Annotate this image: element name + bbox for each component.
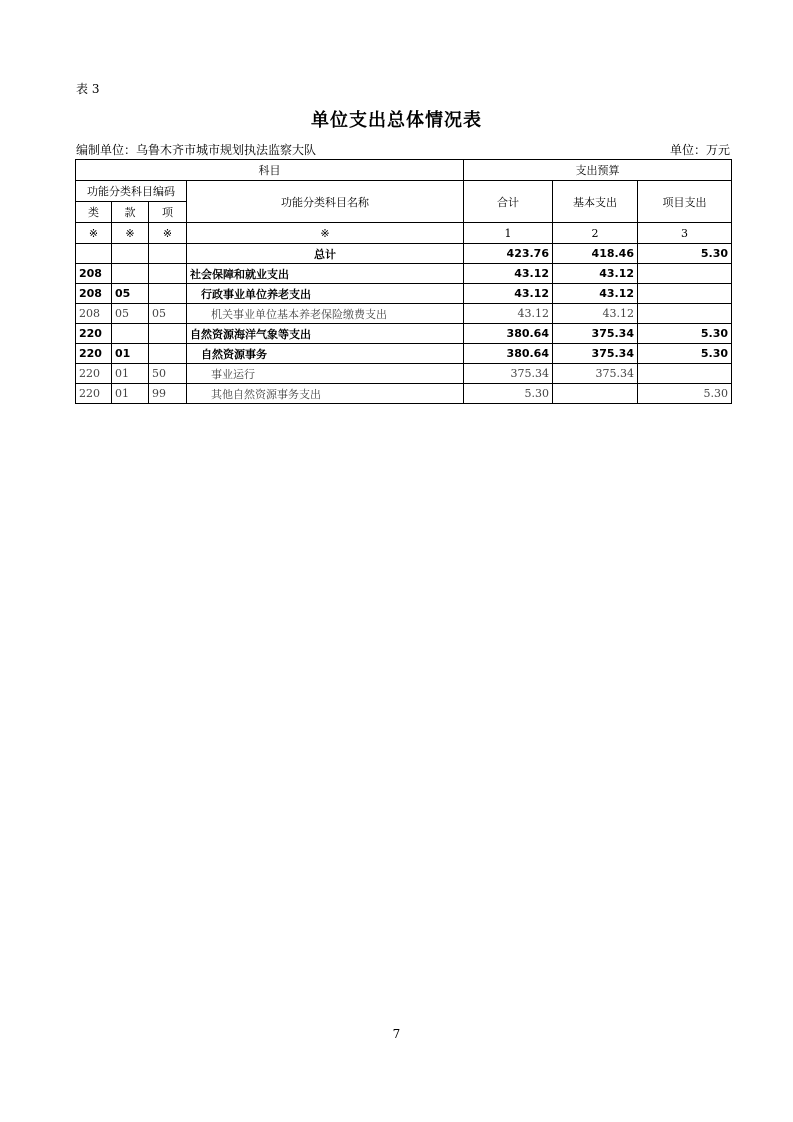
cell-xiang [149,244,187,264]
cell-project: 5.30 [638,324,732,344]
cell-project: 5.30 [638,244,732,264]
header-row-2 [76,181,732,202]
cell-total: 43.12 [464,304,553,324]
cell-lei: 208 [76,304,112,324]
header-total: 合计 [464,181,553,223]
cell-kuan: 05 [112,284,149,304]
expenditure-table [75,159,732,404]
col-index-1: 1 [464,223,553,244]
cell-total: 375.34 [464,364,553,384]
cell-kuan: 01 [112,344,149,364]
cell-name: 机关事业单位基本养老保险缴费支出 [187,304,464,324]
cell-xiang [149,344,187,364]
cell-total: 43.12 [464,264,553,284]
cell-kuan: 01 [112,364,149,384]
cell-lei: 220 [76,324,112,344]
cell-name: 总计 [187,244,464,264]
table-row [76,284,732,304]
cell-project [638,364,732,384]
cell-basic: 418.46 [553,244,638,264]
mark-cell: ※ [76,223,112,244]
mark-cell: ※ [187,223,464,244]
cell-kuan: 01 [112,384,149,404]
cell-kuan [112,264,149,284]
cell-name: 行政事业单位养老支出 [187,284,464,304]
cell-xiang: 50 [149,364,187,384]
cell-total: 43.12 [464,284,553,304]
header-subject: 科目 [76,160,464,181]
header-lei: 类 [76,202,112,223]
currency-unit: 单位：万元 [669,143,730,157]
cell-xiang [149,324,187,344]
cell-basic: 375.34 [553,324,638,344]
cell-name: 其他自然资源事务支出 [187,384,464,404]
cell-lei: 208 [76,284,112,304]
cell-total: 423.76 [464,244,553,264]
cell-xiang [149,264,187,284]
col-index-2: 2 [553,223,638,244]
table-row [76,344,732,364]
header-xiang: 项 [149,202,187,223]
header-code-group: 功能分类科目编码 [76,181,187,202]
cell-kuan [112,324,149,344]
cell-lei: 220 [76,344,112,364]
cell-xiang: 99 [149,384,187,404]
cell-project [638,264,732,284]
cell-total: 380.64 [464,324,553,344]
cell-basic: 43.12 [553,264,638,284]
mark-cell: ※ [149,223,187,244]
header-row-1 [76,160,732,181]
cell-kuan [112,244,149,264]
cell-xiang [149,284,187,304]
cell-total: 380.64 [464,344,553,364]
cell-project: 5.30 [638,384,732,404]
cell-name: 自然资源事务 [187,344,464,364]
header-kuan: 款 [112,202,149,223]
table-label: 表 3 [76,82,100,96]
cell-basic: 375.34 [553,344,638,364]
cell-project [638,304,732,324]
header-name: 功能分类科目名称 [187,181,464,223]
cell-lei [76,244,112,264]
table-row [76,324,732,344]
cell-project [638,284,732,304]
header-project: 项目支出 [638,181,732,223]
cell-project: 5.30 [638,344,732,364]
header-basic: 基本支出 [553,181,638,223]
table-row [76,364,732,384]
cell-lei: 220 [76,384,112,404]
header-budget: 支出预算 [464,160,732,181]
header-row-4 [76,223,732,244]
page-number: 7 [392,1027,401,1041]
cell-basic [553,384,638,404]
cell-total: 5.30 [464,384,553,404]
cell-name: 事业运行 [187,364,464,384]
table-row [76,384,732,404]
table-row [76,264,732,284]
cell-name: 社会保障和就业支出 [187,264,464,284]
cell-lei: 220 [76,364,112,384]
mark-cell: ※ [112,223,149,244]
col-index-3: 3 [638,223,732,244]
cell-basic: 43.12 [553,284,638,304]
cell-lei: 208 [76,264,112,284]
cell-basic: 375.34 [553,364,638,384]
cell-name: 自然资源海洋气象等支出 [187,324,464,344]
cell-kuan: 05 [112,304,149,324]
page-title: 单位支出总体情况表 [311,110,482,131]
cell-basic: 43.12 [553,304,638,324]
table-row [76,304,732,324]
cell-xiang: 05 [149,304,187,324]
compiling-unit: 编制单位：乌鲁木齐市城市规划执法监察大队 [76,143,317,157]
table-row-total [76,244,732,264]
